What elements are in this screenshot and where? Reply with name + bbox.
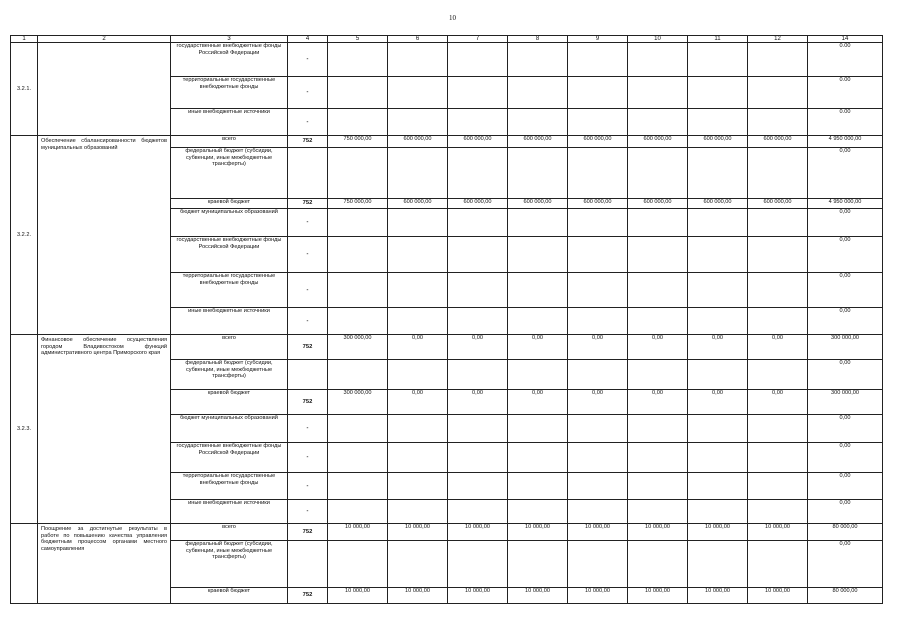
year-value-cell (388, 473, 448, 500)
year-value-cell (448, 473, 508, 500)
budget-code-cell: - (288, 77, 328, 109)
budget-code-cell (288, 360, 328, 390)
year-value-cell (328, 77, 388, 109)
budget-code-cell: - (288, 443, 328, 473)
year-value-cell: 10 000,00 (628, 524, 688, 541)
year-value-cell: 0,00 (628, 335, 688, 360)
year-value-cell (328, 308, 388, 335)
year-value-cell: 10 000,00 (328, 524, 388, 541)
funding-source-cell: всего (171, 136, 288, 148)
year-value-cell (748, 148, 808, 199)
year-value-cell: 10 000,00 (328, 588, 388, 604)
table-row (11, 335, 883, 360)
year-value-cell (748, 443, 808, 473)
year-value-cell (388, 77, 448, 109)
year-value-cell (328, 148, 388, 199)
budget-code-cell: - (288, 43, 328, 77)
year-value-cell: 0,00 (448, 335, 508, 360)
total-cell: 4 950 000,00 (808, 199, 883, 209)
year-value-cell: 10 000,00 (388, 524, 448, 541)
year-value-cell: 750 000,00 (328, 136, 388, 148)
year-value-cell (508, 273, 568, 308)
year-value-cell: 300 000,00 (328, 335, 388, 360)
year-value-cell (568, 273, 628, 308)
total-cell: 0,00 (808, 443, 883, 473)
budget-code-cell: - (288, 308, 328, 335)
year-value-cell (688, 273, 748, 308)
year-value-cell (328, 415, 388, 443)
year-value-cell (508, 109, 568, 136)
year-value-cell (508, 308, 568, 335)
total-cell: 0.00 (808, 109, 883, 136)
year-value-cell (328, 273, 388, 308)
year-value-cell (508, 360, 568, 390)
budget-code-cell (288, 148, 328, 199)
total-cell: 0.00 (808, 43, 883, 77)
year-value-cell (748, 237, 808, 273)
year-value-cell (628, 473, 688, 500)
column-header: 3 (171, 36, 288, 43)
year-value-cell (568, 443, 628, 473)
column-header: 12 (748, 36, 808, 43)
year-value-cell (508, 43, 568, 77)
year-value-cell: 600 000,00 (628, 136, 688, 148)
year-value-cell (448, 43, 508, 77)
year-value-cell (628, 109, 688, 136)
year-value-cell (448, 443, 508, 473)
year-value-cell (568, 415, 628, 443)
year-value-cell (388, 541, 448, 588)
year-value-cell (688, 500, 748, 524)
year-value-cell (448, 360, 508, 390)
year-value-cell (628, 360, 688, 390)
year-value-cell (748, 500, 808, 524)
funding-source-cell: краевой бюджет (171, 588, 288, 604)
year-value-cell (448, 541, 508, 588)
item-code-cell (11, 524, 38, 604)
year-value-cell: 10 000,00 (508, 524, 568, 541)
year-value-cell: 0,00 (388, 390, 448, 415)
year-value-cell (568, 308, 628, 335)
funding-source-cell: краевой бюджет (171, 390, 288, 415)
year-value-cell (568, 473, 628, 500)
year-value-cell: 600 000,00 (748, 199, 808, 209)
budget-code-cell: - (288, 237, 328, 273)
total-cell: 4 950 000,00 (808, 136, 883, 148)
year-value-cell: 10 000,00 (628, 588, 688, 604)
year-value-cell (748, 209, 808, 237)
year-value-cell (748, 473, 808, 500)
table-row (11, 524, 883, 541)
year-value-cell: 0,00 (508, 390, 568, 415)
funding-source-cell: территориальные государственные внебюджетные фонды (171, 77, 288, 109)
funding-source-cell: краевой бюджет (171, 199, 288, 209)
column-header: 14 (808, 36, 883, 43)
year-value-cell (508, 443, 568, 473)
column-header: 8 (508, 36, 568, 43)
item-name-cell: Поощрение за достигнутые результаты в работе по повышению качества управления бюджетным процессом органами местного самоуправления (38, 524, 171, 604)
column-header: 5 (328, 36, 388, 43)
table-row (11, 136, 883, 148)
budget-table (10, 35, 883, 604)
year-value-cell (388, 43, 448, 77)
year-value-cell (388, 360, 448, 390)
year-value-cell (628, 148, 688, 199)
budget-code-cell: - (288, 415, 328, 443)
year-value-cell: 600 000,00 (448, 199, 508, 209)
year-value-cell (448, 237, 508, 273)
year-value-cell: 0,00 (508, 335, 568, 360)
year-value-cell (688, 473, 748, 500)
year-value-cell (748, 415, 808, 443)
column-header: 9 (568, 36, 628, 43)
year-value-cell (688, 77, 748, 109)
year-value-cell (328, 500, 388, 524)
budget-code-cell: 752 (288, 199, 328, 209)
year-value-cell (688, 308, 748, 335)
funding-source-cell: территориальные государственные внебюджетные фонды (171, 273, 288, 308)
year-value-cell (688, 541, 748, 588)
total-cell: 0,00 (808, 148, 883, 199)
year-value-cell: 0,00 (688, 335, 748, 360)
year-value-cell (748, 541, 808, 588)
funding-source-cell: государственные внебюджетные фонды Российской Федерации (171, 43, 288, 77)
year-value-cell (508, 209, 568, 237)
year-value-cell: 750 000,00 (328, 199, 388, 209)
year-value-cell (448, 148, 508, 199)
budget-code-cell: 752 (288, 136, 328, 148)
funding-source-cell: федеральный бюджет (субсидии, субвенции, иные межбюджетные трансферты) (171, 148, 288, 199)
funding-source-cell: территориальные государственные внебюджетные фонды (171, 473, 288, 500)
total-cell: 0,00 (808, 500, 883, 524)
year-value-cell: 0,00 (388, 335, 448, 360)
total-cell: 0,00 (808, 273, 883, 308)
year-value-cell: 10 000,00 (568, 588, 628, 604)
year-value-cell: 0,00 (748, 335, 808, 360)
year-value-cell (628, 273, 688, 308)
year-value-cell (628, 77, 688, 109)
table-body (11, 36, 883, 604)
year-value-cell (748, 109, 808, 136)
year-value-cell (568, 148, 628, 199)
year-value-cell (388, 109, 448, 136)
year-value-cell (448, 500, 508, 524)
year-value-cell (688, 237, 748, 273)
year-value-cell: 600 000,00 (688, 136, 748, 148)
year-value-cell: 10 000,00 (508, 588, 568, 604)
year-value-cell: 600 000,00 (388, 136, 448, 148)
year-value-cell (688, 415, 748, 443)
item-code-cell: 3.2.2. (11, 136, 38, 335)
funding-source-cell: всего (171, 335, 288, 360)
year-value-cell: 10 000,00 (388, 588, 448, 604)
year-value-cell: 10 000,00 (688, 524, 748, 541)
year-value-cell: 10 000,00 (748, 524, 808, 541)
year-value-cell (388, 443, 448, 473)
year-value-cell (448, 415, 508, 443)
year-value-cell (688, 209, 748, 237)
year-value-cell: 10 000,00 (688, 588, 748, 604)
year-value-cell (628, 541, 688, 588)
funding-source-cell: всего (171, 524, 288, 541)
year-value-cell (508, 148, 568, 199)
year-value-cell: 600 000,00 (688, 199, 748, 209)
year-value-cell (508, 237, 568, 273)
budget-code-cell: - (288, 209, 328, 237)
funding-source-cell: государственные внебюджетные фонды Российской Федерации (171, 237, 288, 273)
year-value-cell (688, 360, 748, 390)
year-value-cell (568, 109, 628, 136)
year-value-cell (628, 209, 688, 237)
year-value-cell (748, 273, 808, 308)
year-value-cell: 0,00 (688, 390, 748, 415)
year-value-cell (688, 43, 748, 77)
budget-code-cell: - (288, 500, 328, 524)
year-value-cell (568, 43, 628, 77)
year-value-cell (388, 415, 448, 443)
year-value-cell (568, 500, 628, 524)
year-value-cell (328, 109, 388, 136)
year-value-cell: 10 000,00 (748, 588, 808, 604)
budget-code-cell: 752 (288, 588, 328, 604)
budget-code-cell: - (288, 109, 328, 136)
header-row (11, 36, 883, 43)
year-value-cell (388, 273, 448, 308)
column-header: 11 (688, 36, 748, 43)
year-value-cell (748, 308, 808, 335)
year-value-cell (748, 77, 808, 109)
total-cell: 0,00 (808, 473, 883, 500)
year-value-cell (328, 473, 388, 500)
year-value-cell (628, 43, 688, 77)
year-value-cell (328, 541, 388, 588)
budget-code-cell (288, 541, 328, 588)
year-value-cell (388, 308, 448, 335)
year-value-cell (628, 415, 688, 443)
year-value-cell (328, 360, 388, 390)
total-cell: 300 000,00 (808, 390, 883, 415)
year-value-cell (628, 237, 688, 273)
year-value-cell (568, 77, 628, 109)
funding-source-cell: государственные внебюджетные фонды Российской Федерации (171, 443, 288, 473)
year-value-cell (448, 308, 508, 335)
total-cell: 0,00 (808, 360, 883, 390)
year-value-cell (328, 209, 388, 237)
column-header: 10 (628, 36, 688, 43)
total-cell: 0,00 (808, 541, 883, 588)
year-value-cell (508, 473, 568, 500)
year-value-cell (328, 43, 388, 77)
column-header: 4 (288, 36, 328, 43)
total-cell: 80 000,00 (808, 588, 883, 604)
item-name-cell (38, 43, 171, 136)
item-code-cell: 3.2.3. (11, 335, 38, 524)
year-value-cell (328, 443, 388, 473)
funding-source-cell: иные внебюджетные источники (171, 109, 288, 136)
year-value-cell (508, 541, 568, 588)
year-value-cell (328, 237, 388, 273)
page-number: 10 (449, 14, 456, 22)
budget-code-cell: 752 (288, 524, 328, 541)
year-value-cell: 600 000,00 (628, 199, 688, 209)
year-value-cell (688, 443, 748, 473)
year-value-cell (448, 77, 508, 109)
year-value-cell (568, 541, 628, 588)
year-value-cell (448, 273, 508, 308)
budget-code-cell: 752 (288, 335, 328, 360)
year-value-cell (688, 148, 748, 199)
year-value-cell: 10 000,00 (568, 524, 628, 541)
year-value-cell: 10 000,00 (448, 524, 508, 541)
year-value-cell: 600 000,00 (508, 136, 568, 148)
funding-source-cell: бюджет муниципальных образований (171, 415, 288, 443)
year-value-cell (688, 109, 748, 136)
total-cell: 80 000,00 (808, 524, 883, 541)
item-name-cell: Обеспечение сбалансированности бюджетов муниципальных образований (38, 136, 171, 335)
year-value-cell (508, 500, 568, 524)
column-header: 2 (38, 36, 171, 43)
year-value-cell (388, 500, 448, 524)
year-value-cell (388, 237, 448, 273)
item-code-cell: 3.2.1. (11, 43, 38, 136)
year-value-cell (748, 43, 808, 77)
year-value-cell: 600 000,00 (568, 199, 628, 209)
budget-code-cell: 752 (288, 390, 328, 415)
column-header: 1 (11, 36, 38, 43)
total-cell: 300 000,00 (808, 335, 883, 360)
year-value-cell (568, 360, 628, 390)
total-cell: 0,00 (808, 415, 883, 443)
year-value-cell (448, 109, 508, 136)
year-value-cell: 0,00 (568, 390, 628, 415)
table-row (11, 43, 883, 77)
funding-source-cell: федеральный бюджет (субсидии, субвенции, иные межбюджетные трансферты) (171, 360, 288, 390)
funding-source-cell: федеральный бюджет (субсидии, субвенции, иные межбюджетные трансферты) (171, 541, 288, 588)
year-value-cell (748, 360, 808, 390)
total-cell: 0.00 (808, 77, 883, 109)
funding-source-cell: иные внебюджетные источники (171, 308, 288, 335)
year-value-cell: 300 000,00 (328, 390, 388, 415)
year-value-cell (568, 209, 628, 237)
year-value-cell: 600 000,00 (508, 199, 568, 209)
column-header: 7 (448, 36, 508, 43)
year-value-cell: 600 000,00 (448, 136, 508, 148)
year-value-cell: 0,00 (448, 390, 508, 415)
budget-code-cell: - (288, 273, 328, 308)
year-value-cell (628, 308, 688, 335)
year-value-cell (388, 209, 448, 237)
budget-code-cell: - (288, 473, 328, 500)
year-value-cell (628, 443, 688, 473)
total-cell: 0,00 (808, 209, 883, 237)
total-cell: 0,00 (808, 308, 883, 335)
year-value-cell: 0,00 (748, 390, 808, 415)
year-value-cell: 600 000,00 (388, 199, 448, 209)
funding-source-cell: бюджет муниципальных образований (171, 209, 288, 237)
year-value-cell (568, 237, 628, 273)
year-value-cell (508, 415, 568, 443)
total-cell: 0,00 (808, 237, 883, 273)
year-value-cell: 0,00 (568, 335, 628, 360)
item-name-cell: Финансовое обеспечение осуществления городом Владивостоком функций административного центра Приморского края (38, 335, 171, 524)
column-header: 6 (388, 36, 448, 43)
year-value-cell: 600 000,00 (568, 136, 628, 148)
year-value-cell (508, 77, 568, 109)
funding-source-cell: иные внебюджетные источники (171, 500, 288, 524)
year-value-cell (628, 500, 688, 524)
year-value-cell: 600 000,00 (748, 136, 808, 148)
year-value-cell: 10 000,00 (448, 588, 508, 604)
year-value-cell (448, 209, 508, 237)
year-value-cell (388, 148, 448, 199)
year-value-cell: 0,00 (628, 390, 688, 415)
